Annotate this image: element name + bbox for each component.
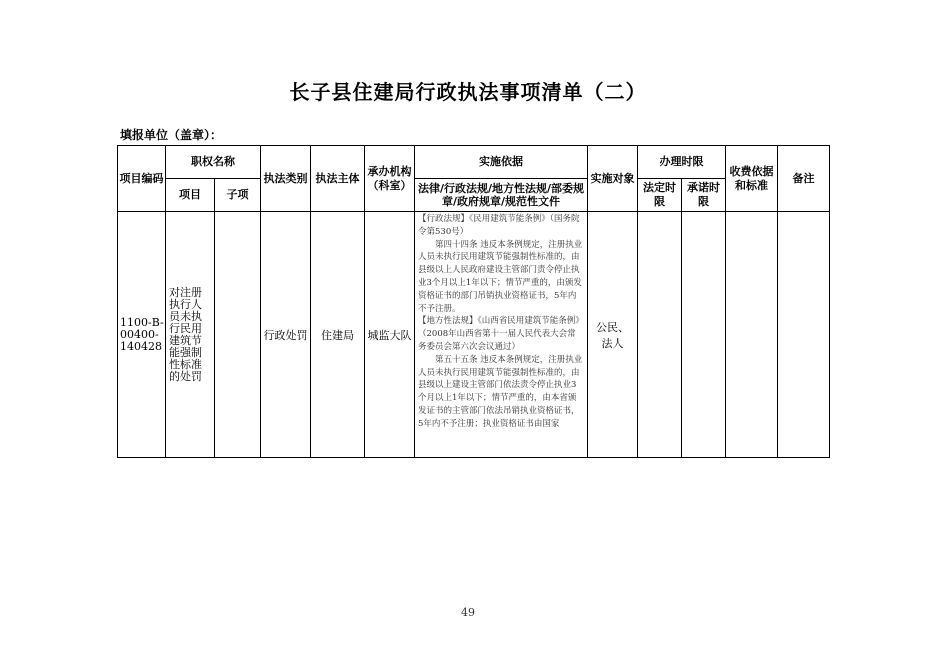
header-code: 项目编码 [118, 146, 166, 212]
header-row-1 [118, 146, 830, 179]
cell-legal-limit [638, 212, 682, 458]
header-remark: 备注 [778, 146, 830, 212]
reporting-unit-label: 填报单位（盖章）： [120, 128, 223, 142]
header-subject: 执法主体 [311, 146, 365, 212]
cell-category: 行政处罚 [261, 212, 311, 458]
enforcement-items-table [117, 145, 830, 458]
header-basis: 实施依据 [415, 146, 588, 179]
header-legal-limit: 法定时限 [638, 179, 682, 212]
cell-code: 1100-B-00400-140428 [118, 212, 166, 458]
header-target: 实施对象 [588, 146, 638, 212]
header-category: 执法类别 [261, 146, 311, 212]
basis-text [415, 212, 587, 457]
header-subitem: 子项 [215, 179, 261, 212]
cell-subitem [215, 212, 261, 458]
header-time: 办理时限 [638, 146, 726, 179]
basis-line: 第五十五条 违反本条例规定，注册执业人员未执行民用建筑节能强制性标准的，由县级以上建设主管部门依法责令停止执业3个月以上1年以下；情节严重的，由本省颁发证书的主管部门依法吊销执业资格证书，5年内不予注册；执业资格证书由国家 [418, 354, 583, 429]
header-org: 承办机构（科室） [365, 146, 415, 212]
header-row-2 [118, 179, 830, 212]
cell-basis [415, 212, 588, 458]
header-item: 项目 [166, 179, 215, 212]
basis-line: 【地方性法规】《山西省民用建筑节能条例》（2008年山西省第十一届人民代表大会常务委员会第六次会议通过） [418, 316, 584, 352]
cell-target: 公民、法人 [588, 212, 638, 458]
cell-org: 城监大队 [365, 212, 415, 458]
table-row [118, 212, 830, 458]
header-basis-sub: 法律/行政法规/地方性法规/部委规章/政府规章/规范性文件 [415, 179, 588, 212]
cell-fee [726, 212, 778, 458]
cell-subject: 住建局 [311, 212, 365, 458]
basis-line: 【行政法规】《民用建筑节能条例》（国务院令第530号） [418, 214, 580, 237]
cell-promise-limit [682, 212, 726, 458]
cell-remark [778, 212, 830, 458]
basis-line: 第四十四条 违反本条例规定，注册执业人员未执行民用建筑节能强制性标准的，由县级以上人民政府建设主管部门责令停止执业3个月以上1年以下；情节严重的，由颁发资格证书的部门吊销执业资格证书，5年内不予注册。 [418, 239, 583, 314]
cell-item: 对注册执行人员未执行民用建筑节能强制性标准的处罚 [166, 212, 215, 458]
header-promise-limit: 承诺时限 [682, 179, 726, 212]
page-number: 49 [461, 606, 475, 619]
page-title: 长子县住建局行政执法事项清单（二） [289, 80, 647, 104]
header-fee: 收费依据和标准 [726, 146, 778, 212]
header-power-name: 职权名称 [166, 146, 261, 179]
